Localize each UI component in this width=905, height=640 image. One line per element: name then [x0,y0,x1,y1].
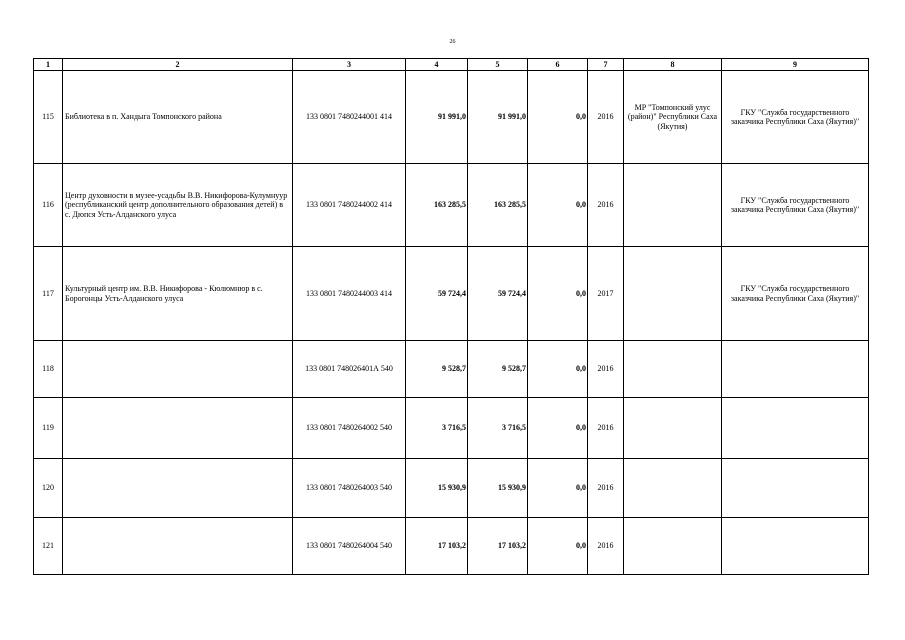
object-name: Культурный центр им. В.В. Никифорова - Кюлюмнюр в с. Борогонцы Усть-Алданского улуса [63,247,293,341]
year: 2016 [588,518,624,575]
value-col5: 163 285,5 [468,164,528,247]
year: 2016 [588,71,624,164]
value-col4: 3 716,5 [406,398,468,459]
budget-code: 133 0801 748026401А 540 [293,341,406,398]
budget-code: 133 0801 7480244003 414 [293,247,406,341]
value-col5: 17 103,2 [468,518,528,575]
col-header-7: 7 [588,59,624,71]
customer [722,459,869,518]
table-row [34,247,869,341]
row-number: 117 [34,247,63,341]
row-number: 115 [34,71,63,164]
value-col6: 0,0 [528,398,588,459]
col-header-8: 8 [624,59,722,71]
col-header-9: 9 [722,59,869,71]
object-name: Центр духовности в музее-усадьбы В.В. Никифорова-Кулумнуур (республиканский центр дополнительного образования детей) в с. Дюпся Усть-Алданского улуса [63,164,293,247]
customer [722,341,869,398]
budget-code: 133 0801 7480264003 540 [293,459,406,518]
table-row [34,398,869,459]
col-header-2: 2 [63,59,293,71]
year: 2017 [588,247,624,341]
value-col4: 17 103,2 [406,518,468,575]
municipality [624,247,722,341]
year: 2016 [588,459,624,518]
value-col6: 0,0 [528,247,588,341]
budget-code: 133 0801 7480264004 540 [293,518,406,575]
object-name [63,459,293,518]
budget-code: 133 0801 7480244002 414 [293,164,406,247]
customer: ГКУ "Служба государственного заказчика Республики Саха (Якутия)" [722,164,869,247]
value-col4: 91 991,0 [406,71,468,164]
customer: ГКУ "Служба государственного заказчика Республики Саха (Якутия)" [722,71,869,164]
value-col5: 3 716,5 [468,398,528,459]
year: 2016 [588,341,624,398]
col-header-5: 5 [468,59,528,71]
row-number: 118 [34,341,63,398]
value-col6: 0,0 [528,164,588,247]
year: 2016 [588,398,624,459]
table-row [34,164,869,247]
row-number: 116 [34,164,63,247]
municipality: МР "Томпонский улус (район)" Республики Саха (Якутия) [624,71,722,164]
col-header-3: 3 [293,59,406,71]
col-header-1: 1 [34,59,63,71]
value-col4: 15 930,9 [406,459,468,518]
value-col6: 0,0 [528,341,588,398]
customer [722,518,869,575]
customer: ГКУ "Служба государственного заказчика Республики Саха (Якутия)" [722,247,869,341]
municipality [624,164,722,247]
value-col5: 9 528,7 [468,341,528,398]
table-row [34,459,869,518]
value-col5: 59 724,4 [468,247,528,341]
object-name [63,398,293,459]
object-name [63,518,293,575]
year: 2016 [588,164,624,247]
municipality [624,398,722,459]
table-row [34,518,869,575]
col-header-6: 6 [528,59,588,71]
value-col6: 0,0 [528,459,588,518]
row-number: 119 [34,398,63,459]
municipality [624,341,722,398]
page-number: 26 [449,39,456,45]
municipality [624,459,722,518]
value-col5: 15 930,9 [468,459,528,518]
value-col6: 0,0 [528,71,588,164]
value-col6: 0,0 [528,518,588,575]
row-number: 120 [34,459,63,518]
customer [722,398,869,459]
header-row [34,59,869,71]
value-col4: 9 528,7 [406,341,468,398]
budget-code: 133 0801 7480244001 414 [293,71,406,164]
object-name: Библиотека в п. Хандыга Томпонского района [63,71,293,164]
municipality [624,518,722,575]
object-name [63,341,293,398]
col-header-4: 4 [406,59,468,71]
value-col4: 59 724,4 [406,247,468,341]
value-col4: 163 285,5 [406,164,468,247]
row-number: 121 [34,518,63,575]
data-table [33,58,869,575]
value-col5: 91 991,0 [468,71,528,164]
table-row [34,341,869,398]
budget-code: 133 0801 7480264002 540 [293,398,406,459]
table-row [34,71,869,164]
